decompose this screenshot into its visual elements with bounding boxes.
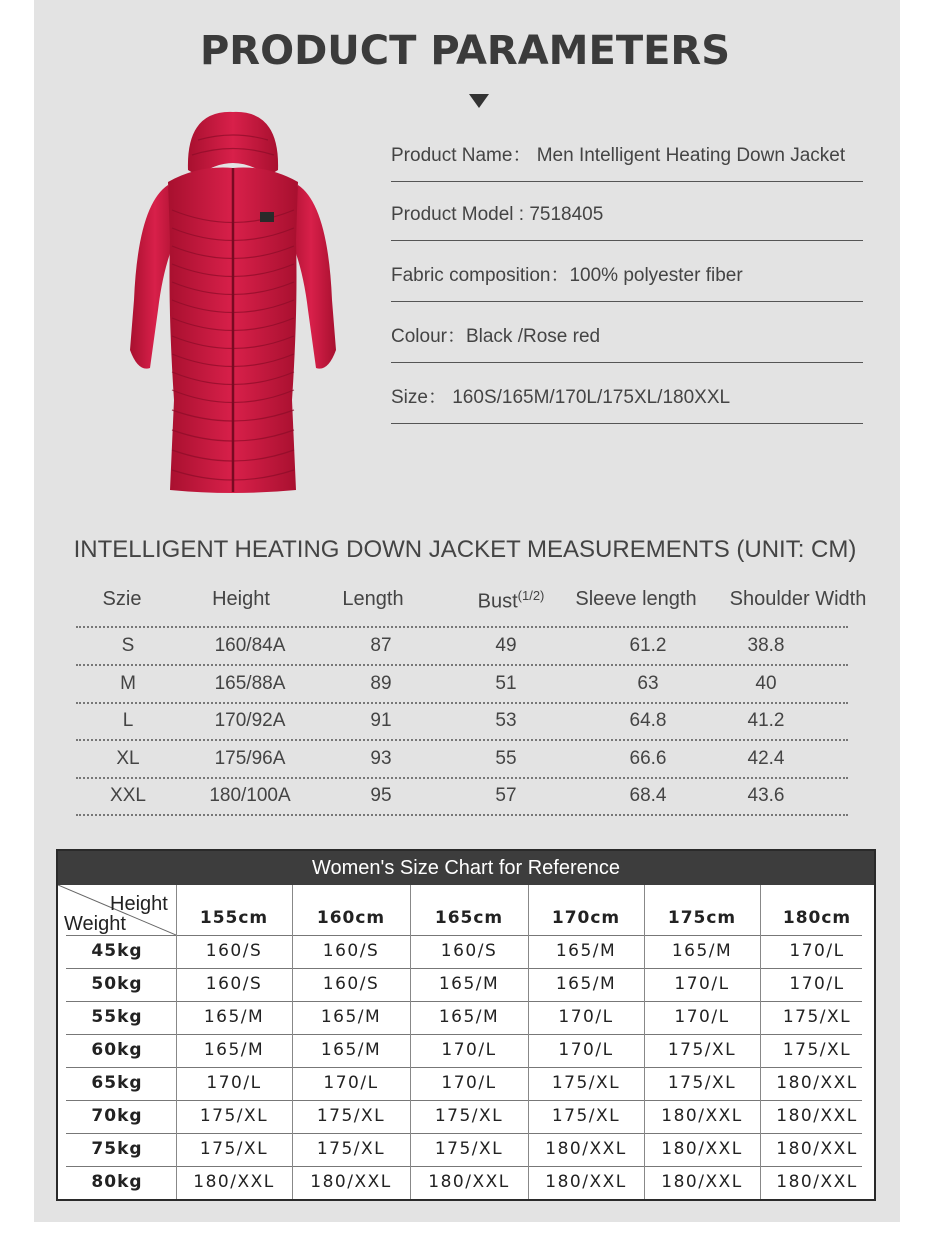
bust-label: Bust — [477, 590, 518, 613]
weight-header: 45kg — [91, 941, 143, 961]
size-cell: 170/L — [441, 1073, 497, 1093]
table-row — [76, 777, 848, 816]
col-header-shoulder: Shoulder Width — [729, 588, 867, 610]
col-header-size: Szie — [102, 588, 142, 610]
table-cell: L — [122, 710, 134, 731]
table-row — [76, 740, 848, 779]
table-cell: 165/88A — [214, 672, 286, 694]
row-divider — [66, 1034, 862, 1035]
table-cell: 55 — [495, 747, 517, 769]
size-cell: 180/XXL — [193, 1172, 275, 1192]
size-cell: 160/S — [322, 974, 380, 994]
table-cell: 89 — [370, 672, 392, 694]
height-header: 165cm — [434, 908, 504, 928]
table-cell: 63 — [637, 672, 659, 694]
weight-header: 55kg — [91, 1007, 143, 1027]
table-cell: 38.8 — [747, 635, 785, 656]
size-cell: 175/XL — [551, 1106, 621, 1126]
size-cell: 165/M — [555, 974, 617, 994]
table-cell: 175/96A — [214, 747, 286, 769]
table-cell: 53 — [495, 710, 517, 731]
table-cell: 68.4 — [629, 785, 667, 806]
weight-header: 70kg — [91, 1106, 143, 1126]
size-cell: 175/XL — [667, 1040, 737, 1060]
table-cell: 43.6 — [747, 785, 785, 806]
height-header: 170cm — [551, 908, 621, 928]
table-cell: 91 — [370, 710, 392, 731]
table-cell: 64.8 — [629, 710, 667, 731]
size-cell: 180/XXL — [545, 1139, 627, 1159]
size-cell: 180/XXL — [428, 1172, 510, 1192]
size-cell: 180/XXL — [776, 1073, 858, 1093]
table-cell: 61.2 — [629, 635, 667, 656]
size-cell: 170/L — [206, 1073, 262, 1093]
table-cell: S — [121, 635, 135, 656]
corner-height-label: Height — [110, 893, 168, 915]
table-cell: 42.4 — [747, 747, 785, 769]
size-cell: 175/XL — [316, 1139, 386, 1159]
table-cell: 51 — [495, 672, 517, 694]
table-cell: 93 — [370, 747, 392, 769]
weight-header: 80kg — [91, 1172, 143, 1192]
table-cell: 170/92A — [214, 710, 286, 731]
weight-header: 50kg — [91, 974, 143, 994]
size-cell: 170/L — [674, 974, 730, 994]
param-product-name: Product Name： Men Intelligent Heating Down Jacket — [391, 122, 863, 182]
size-cell: 175/XL — [782, 1040, 852, 1060]
table-cell: 40 — [755, 672, 777, 694]
size-cell: 175/XL — [199, 1106, 269, 1126]
table-row — [76, 702, 848, 741]
column-divider — [176, 885, 177, 1199]
size-cell: 180/XXL — [776, 1172, 858, 1192]
row-divider — [66, 1133, 862, 1134]
weight-header: 65kg — [91, 1073, 143, 1093]
size-cell: 180/XXL — [545, 1172, 627, 1192]
column-divider — [410, 885, 411, 1199]
table-cell: M — [120, 672, 136, 694]
size-cell: 165/M — [320, 1040, 382, 1060]
column-divider — [760, 885, 761, 1199]
size-cell: 180/XXL — [776, 1139, 858, 1159]
corner-weight-label: Weight — [64, 913, 126, 935]
size-cell: 170/L — [441, 1040, 497, 1060]
size-cell: 180/XXL — [661, 1139, 743, 1159]
param-product-model: Product Model : 7518405 — [391, 181, 863, 241]
table-cell: 41.2 — [747, 710, 785, 731]
row-divider — [66, 968, 862, 969]
size-cell: 170/L — [558, 1007, 614, 1027]
size-cell: 175/XL — [316, 1106, 386, 1126]
size-cell: 180/XXL — [310, 1172, 392, 1192]
size-cell: 180/XXL — [776, 1106, 858, 1126]
size-cell: 180/XXL — [661, 1106, 743, 1126]
table-cell: 180/100A — [209, 785, 291, 806]
height-header: 175cm — [667, 908, 737, 928]
size-cell: 170/L — [323, 1073, 379, 1093]
size-cell: 175/XL — [551, 1073, 621, 1093]
col-header-length: Length — [342, 588, 404, 610]
table-cell: XXL — [110, 785, 146, 806]
param-fabric: Fabric composition：100% polyester fiber — [391, 242, 863, 302]
size-cell: 180/XXL — [661, 1172, 743, 1192]
jacket-image — [128, 110, 338, 495]
page-title: PRODUCT PARAMETERS — [199, 28, 731, 74]
table-row — [76, 665, 848, 704]
size-cell: 160/S — [205, 974, 263, 994]
size-cell: 175/XL — [434, 1106, 504, 1126]
table-cell: 49 — [495, 635, 517, 656]
size-cell: 170/L — [674, 1007, 730, 1027]
size-cell: 175/XL — [782, 1007, 852, 1027]
size-cell: 170/L — [789, 941, 845, 961]
column-divider — [644, 885, 645, 1199]
size-cell: 170/L — [558, 1040, 614, 1060]
height-header: 155cm — [199, 908, 269, 928]
column-divider — [528, 885, 529, 1199]
size-cell: 160/S — [322, 941, 380, 961]
size-chart-title: Women's Size Chart for Reference — [58, 851, 874, 885]
table-cell: 87 — [370, 635, 392, 656]
size-cell: 170/L — [789, 974, 845, 994]
table-cell: XL — [116, 747, 140, 769]
param-colour: Colour：Black /Rose red — [391, 303, 863, 363]
size-cell: 175/XL — [667, 1073, 737, 1093]
size-cell: 160/S — [205, 941, 263, 961]
size-cell: 165/M — [671, 941, 733, 961]
bust-sup: (1/2) — [517, 588, 545, 603]
column-divider — [292, 885, 293, 1199]
row-divider — [66, 1100, 862, 1101]
row-divider — [66, 1166, 862, 1167]
height-header: 180cm — [782, 908, 852, 928]
row-divider — [66, 1001, 862, 1002]
size-cell: 175/XL — [199, 1139, 269, 1159]
table-cell: 160/84A — [214, 635, 286, 656]
size-cell: 165/M — [555, 941, 617, 961]
table-cell: 95 — [370, 785, 392, 806]
size-cell: 175/XL — [434, 1139, 504, 1159]
weight-header: 75kg — [91, 1139, 143, 1159]
weight-header: 60kg — [91, 1040, 143, 1060]
measurements-title: INTELLIGENT HEATING DOWN JACKET MEASUREMENTS (UNIT: CM) — [73, 536, 857, 563]
row-divider — [66, 1067, 862, 1068]
col-header-sleeve: Sleeve length — [575, 588, 697, 610]
param-size: Size： 160S/165M/170L/175XL/180XXL — [391, 364, 863, 424]
womens-size-chart — [56, 849, 876, 1201]
size-cell: 165/M — [438, 1007, 500, 1027]
table-row — [76, 627, 848, 666]
down-arrow-icon — [469, 94, 489, 108]
size-cell: 165/M — [203, 1007, 265, 1027]
size-cell: 165/M — [203, 1040, 265, 1060]
table-cell: 66.6 — [629, 747, 667, 769]
height-header: 160cm — [316, 908, 386, 928]
size-cell: 165/M — [438, 974, 500, 994]
size-cell: 165/M — [320, 1007, 382, 1027]
size-cell: 160/S — [440, 941, 498, 961]
row-divider — [66, 935, 862, 936]
table-cell: 57 — [495, 785, 517, 806]
col-header-bust — [478, 588, 545, 614]
col-header-height: Height — [212, 588, 270, 610]
